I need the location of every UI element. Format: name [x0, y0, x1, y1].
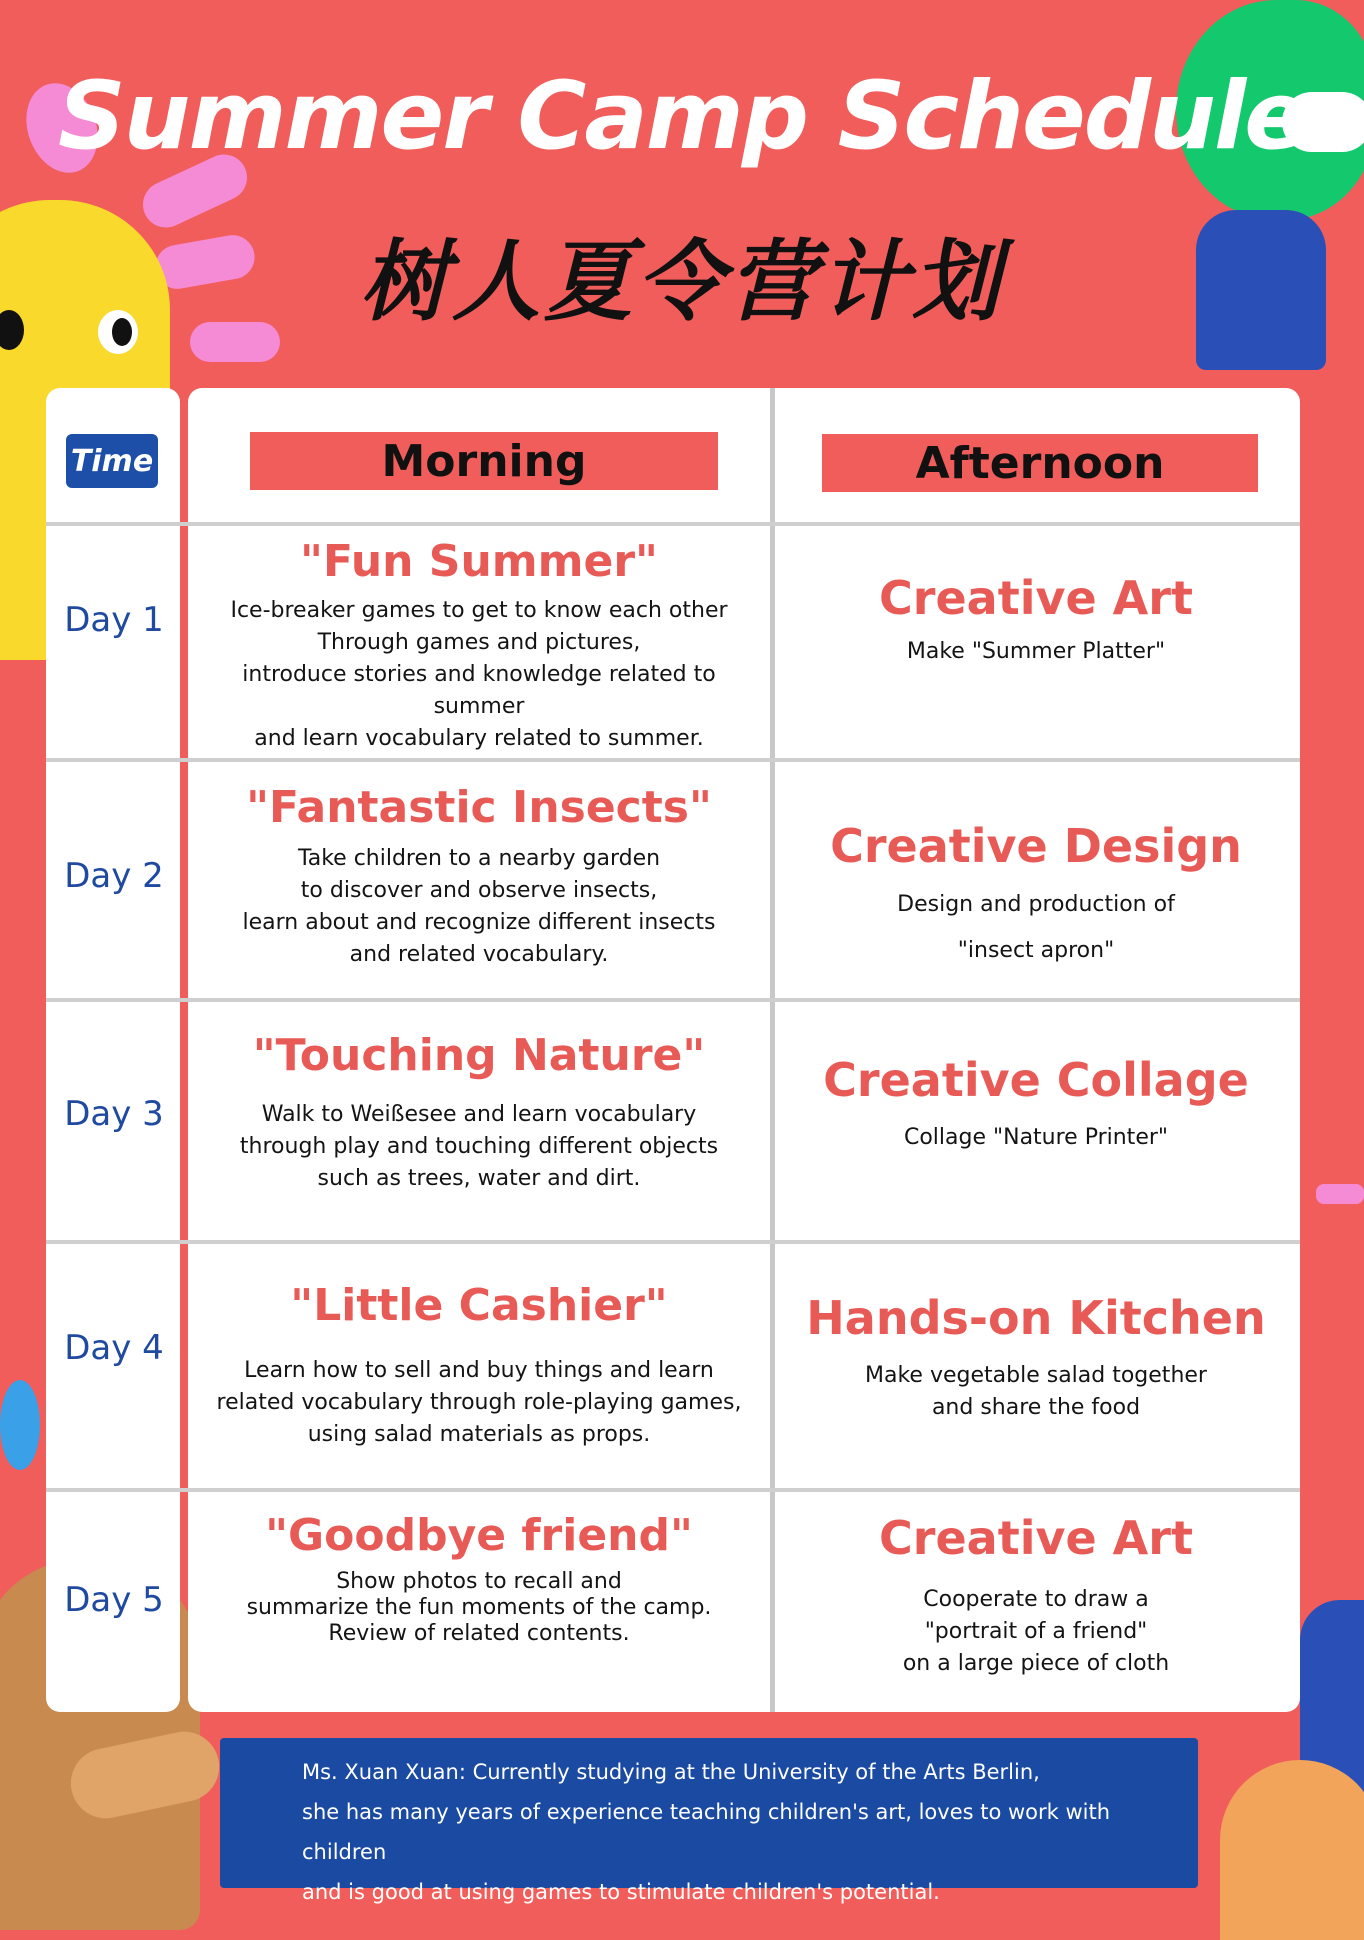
day-label: Day 4: [64, 1328, 164, 1368]
page-title: Summer Camp Schedule: [57, 62, 1306, 171]
afternoon-activity-description: Collage "Nature Printer": [903, 1124, 1169, 1150]
afternoon-activity-description: Cooperate to draw a "portrait of a friend" on a large piece of cloth: [902, 1586, 1170, 1676]
morning-activity-description: Take children to a nearby garden to discover and observe insects, learn about and recognize different insects and related vocabulary.: [242, 846, 716, 967]
afternoon-activity-title: Creative Design: [830, 819, 1242, 873]
row-divider: [46, 998, 1300, 1002]
day-label: Day 5: [64, 1580, 164, 1620]
morning-activity-title: "Touching Nature": [252, 1030, 706, 1081]
pink-stripe-decoration: [1316, 1184, 1364, 1204]
afternoon-activity-title: Creative Art: [879, 571, 1193, 625]
row-divider: [46, 1488, 1300, 1492]
afternoon-column-header: Afternoon: [822, 434, 1258, 492]
morning-activity-title: "Fun Summer": [300, 536, 658, 587]
afternoon-activity-description: Make "Summer Platter": [906, 638, 1166, 664]
afternoon-activity: [780, 1052, 1292, 1154]
morning-activity-title: "Fantastic Insects": [246, 782, 712, 833]
morning-activity: [196, 1278, 762, 1451]
morning-activity: [196, 1508, 762, 1647]
time-header-badge: Time: [66, 434, 158, 488]
day-label: Day 2: [64, 856, 164, 896]
blue-splash-decoration: [0, 1380, 40, 1470]
afternoon-activity-title: Creative Art: [879, 1511, 1193, 1565]
day-label: Day 3: [64, 1094, 164, 1134]
morning-column-header: Morning: [250, 432, 718, 490]
row-divider: [46, 758, 1300, 762]
afternoon-activity: [780, 1290, 1292, 1424]
morning-activity-description: Walk to Weißesee and learn vocabulary through play and touching different objects such as trees, water and dirt.: [239, 1102, 719, 1191]
morning-activity-description: Learn how to sell and buy things and learn related vocabulary through role-playing games, using salad materials as props.: [216, 1358, 742, 1447]
afternoon-activity-description: Design and production of "insect apron": [897, 891, 1175, 963]
row-divider: [46, 1240, 1300, 1244]
orange-creature-decoration: [1220, 1760, 1364, 1940]
morning-activity-description: Ice-breaker games to get to know each other Through games and pictures, introduce stories and knowledge related to summer and learn vocabulary related to summer.: [230, 598, 728, 751]
day-label: Day 1: [64, 600, 164, 640]
morning-activity: [196, 534, 762, 755]
time-column-panel: [46, 388, 180, 1712]
afternoon-activity-description: Make vegetable salad together and share the food: [865, 1362, 1207, 1420]
morning-activity-title: "Goodbye friend": [265, 1510, 693, 1561]
afternoon-activity-title: Creative Collage: [823, 1053, 1249, 1107]
page-subtitle: 树人夏令营计划: [359, 230, 1004, 333]
afternoon-activity: [780, 818, 1292, 974]
morning-activity: [196, 1028, 762, 1195]
column-divider: [770, 388, 775, 1712]
teacher-info-box: [220, 1738, 1198, 1904]
morning-activity-title: "Little Cashier": [290, 1280, 668, 1331]
afternoon-activity-title: Hands-on Kitchen: [806, 1291, 1266, 1345]
morning-activity-description: Show photos to recall and summarize the fun moments of the camp. Review of related contents.: [246, 1569, 712, 1646]
afternoon-activity: [780, 1510, 1292, 1680]
row-divider: [46, 522, 1300, 526]
morning-activity: [196, 780, 762, 971]
teacher-bio: Ms. Xuan Xuan: Currently studying at the University of the Arts Berlin, she has many years of experience teaching children's art, loves to work with children and is good at using games to stimulate children's potential.: [302, 1760, 1111, 1904]
afternoon-activity: [780, 570, 1292, 668]
